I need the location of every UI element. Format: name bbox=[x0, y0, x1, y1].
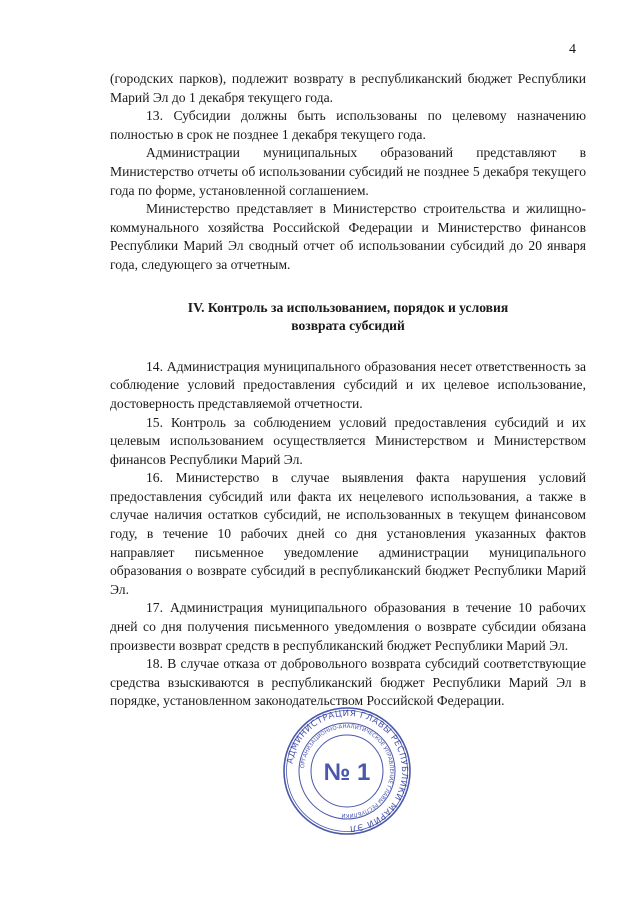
stamp-center-text: № 1 bbox=[323, 759, 371, 786]
paragraph-17: 17. Администрация муниципального образования в течение 10 рабочих дней со дня получения письменного уведомления о возврате субсидии обязана произвести возврат средств в республиканский бюджет Республики Марий Эл. bbox=[110, 600, 586, 653]
paragraph-summary-report: Министерство представляет в Министерство строительства и жилищно-коммунального хозяйства Российской Федерации и Министерство финансов Республики Марий Эл сводный отчет об использовании субсидий до 20 января года, следующего за отчетным. bbox=[110, 201, 586, 272]
paragraph-14: 14. Администрация муниципального образования несет ответственность за соблюдение условий предоставления субсидий и их целевое использование, достоверность представляемой отчетности. bbox=[110, 358, 586, 411]
paragraph-13: 13. Субсидии должны быть использованы по целевому назначению полностью в срок не позднее 1 декабря текущего года. bbox=[110, 108, 586, 142]
paragraph-continuation: (городских парков), подлежит возврату в республиканский бюджет Республики Марий Эл до 1 декабря текущего года. bbox=[110, 71, 586, 105]
section-heading-line-2: возврата субсидий bbox=[291, 318, 405, 334]
section-heading-line-1: IV. Контроль за использованием, порядок и условия bbox=[187, 299, 509, 315]
paragraph-18: 18. В случае отказа от добровольного возврата субсидий соответствующие средства взыскиваются в республиканский бюджет Республики Марий Эл в порядке, установленном законодательством Российской Федерации. bbox=[110, 656, 586, 709]
paragraph-15: 15. Контроль за соблюдением условий предоставления субсидий и их целевым использованием осуществляется Министерством и Министерством финансов Республики Марий Эл. bbox=[110, 414, 586, 467]
official-stamp bbox=[282, 706, 412, 836]
page-number: 4 bbox=[569, 42, 576, 57]
stamp-inner-text: ОРГАНИЗАЦИОННО-АНАЛИТИЧЕСКОЕ УПРАВЛЕНИЕ ГЛАВЫ РЕСПУБЛИКИ bbox=[300, 723, 395, 819]
paragraph-16: 16. Министерство в случае выявления факта нарушения условий предоставления субсидий или факта их нецелевого использования, а также в случае наличия остатков субсидий, не использованных в текущем финансовом году, в течение 10 рабочих дней со дня установления указанных фактов направляет письменное уведомление администрации муниципального образования о возврате субсидий в республиканский бюджет Республики Марий Эл. bbox=[110, 470, 586, 597]
stamp-outer-text: АДМИНИСТРАЦИЯ ГЛАВЫ РЕСПУБЛИКИ МАРИЙ ЭЛ bbox=[285, 708, 410, 834]
document-body bbox=[110, 70, 586, 711]
paragraph-reports: Администрации муниципальных образований представляют в Министерство отчеты об использовании субсидий не позднее 5 декабря текущего года по форме, установленной соглашением. bbox=[110, 145, 586, 198]
section-heading bbox=[110, 299, 586, 336]
